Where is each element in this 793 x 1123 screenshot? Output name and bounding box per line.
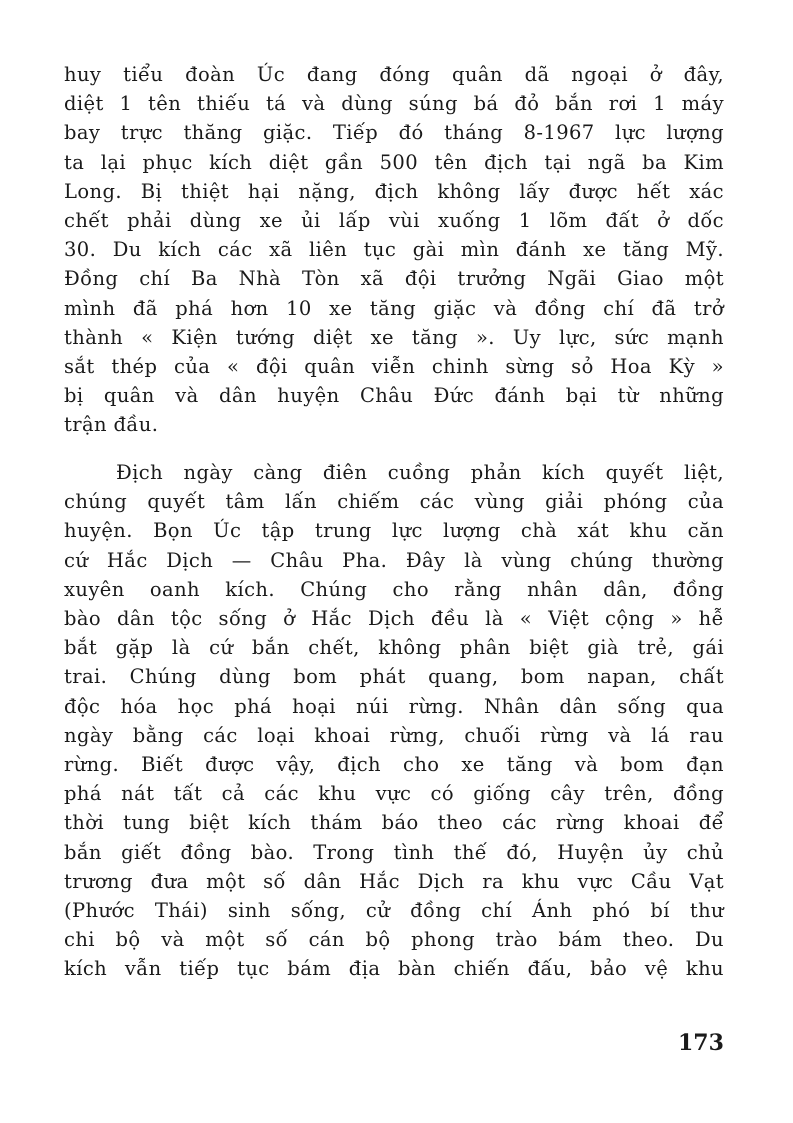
paragraph-2: [64, 458, 724, 984]
text-line: Đồng chí Ba Nhà Tòn xã đội trưởng Ngãi Giao một: [64, 267, 724, 291]
text-line: thời tung biệt kích thám báo theo các rừng khoai để: [64, 811, 724, 835]
text-line: huy tiểu đoàn Úc đang đóng quân dã ngoại ở đây,: [64, 63, 724, 86]
text-line: phá nát tất cả các khu vực có giống cây trên, đồng: [64, 782, 724, 806]
text-line: độc hóa học phá hoại núi rừng. Nhân dân sống qua: [64, 694, 724, 718]
page-number: 173: [678, 1030, 724, 1056]
text-line: diệt 1 tên thiếu tá và dùng súng bá đỏ bắn rơi 1 máy: [64, 92, 724, 116]
paragraph-1: [64, 60, 724, 440]
text-line: (Phước Thái) sinh sống, cử đồng chí Ánh phó bí thư: [64, 899, 724, 923]
text-line: chúng quyết tâm lấn chiếm các vùng giải phóng của: [64, 490, 724, 514]
text-line: thành « Kiện tướng diệt xe tăng ». Uy lực, sức mạnh: [64, 325, 724, 349]
text-line: bào dân tộc sống ở Hắc Dịch đều là « Việt cộng » hễ: [64, 607, 724, 631]
text-line: bắt gặp là cứ bắn chết, không phân biệt già trẻ, gái: [64, 636, 724, 660]
text-line: Địch ngày càng điên cuồng phản kích quyết liệt,: [116, 461, 724, 484]
text-line: rừng. Biết được vậy, địch cho xe tăng và bom đạn: [64, 753, 724, 777]
text-line: huyện. Bọn Úc tập trung lực lượng chà xát khu căn: [64, 519, 724, 543]
text-line: 30. Du kích các xã liên tục gài mìn đánh xe tăng Mỹ.: [64, 238, 724, 262]
text-line: trai. Chúng dùng bom phát quang, bom napan, chất: [64, 665, 724, 689]
text-line: trận đầu.: [64, 413, 159, 437]
text-line: chi bộ và một số cán bộ phong trào bám theo. Du: [64, 928, 724, 952]
text-line: mình đã phá hơn 10 xe tăng giặc và đồng chí đã trở: [64, 296, 724, 320]
text-line: ta lại phục kích diệt gần 500 tên địch tại ngã ba Kim: [64, 150, 724, 174]
text-line: cứ Hắc Dịch — Châu Pha. Đây là vùng chúng thường: [64, 548, 724, 572]
text-line: kích vẫn tiếp tục bám địa bàn chiến đấu, bảo vệ khu: [64, 957, 724, 981]
text-line: trương đưa một số dân Hắc Dịch ra khu vực Cầu Vạt: [64, 869, 724, 893]
text-line: ngày bằng các loại khoai rừng, chuối rừng và lá rau: [64, 723, 724, 747]
text-line: sắt thép của « đội quân viễn chinh sừng sỏ Hoa Kỳ »: [64, 355, 724, 379]
text-line: chết phải dùng xe ủi lấp vùi xuống 1 lõm đất ở dốc: [64, 209, 724, 233]
text-line: xuyên oanh kích. Chúng cho rằng nhân dân, đồng: [64, 577, 724, 601]
text-line: Long. Bị thiệt hại nặng, địch không lấy được hết xác: [64, 179, 724, 203]
text-line: bay trực thăng giặc. Tiếp đó tháng 8-1967 lực lượng: [64, 121, 724, 145]
text-line: bị quân và dân huyện Châu Đức đánh bại từ những: [64, 384, 724, 408]
text-line: bắn giết đồng bào. Trong tình thế đó, Huyện ủy chủ: [64, 840, 724, 864]
